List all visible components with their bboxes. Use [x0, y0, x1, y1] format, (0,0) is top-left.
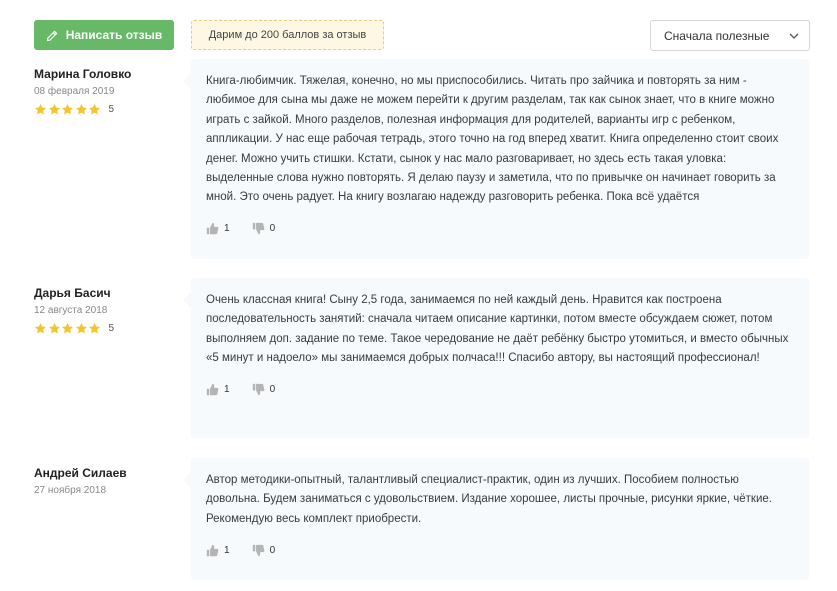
star-icon: [34, 103, 47, 116]
star-icon: [61, 322, 74, 335]
star-icon: [34, 322, 47, 335]
dislike-count: 0: [269, 223, 276, 235]
review-author-name: Андрей Силаев: [34, 466, 127, 480]
star-icon: [75, 103, 88, 116]
like-count: 1: [224, 544, 230, 556]
thumbs-down-icon: [252, 222, 265, 235]
review-date: 08 февраля 2019: [34, 86, 115, 97]
like-count: 1: [224, 384, 230, 396]
review-author-name: Дарья Басич: [34, 286, 111, 300]
review-date: 27 ноября 2018: [34, 485, 107, 496]
write-review-button[interactable]: [34, 20, 174, 50]
thumbs-up-icon: [206, 544, 219, 557]
review-text: Книга-любимчик. Тяжелая, конечно, но мы приспособились. Читать про зайчика и повторять за ним - любимое для сына мы даже не можем перейти к другим разделам, так как сынок знает, что в книге можно играть с зайкой. Много разделов, полезная информация для родителей, варианты игр с ребенком, аппликации. У нас еще рабочая тетрадь, этого точно на год вперед хватит. Книга определенно стоит своих денег. Можно учить стишки. Кстати, сынок у нас мало разговаривает, но здесь есть такая уловка: выделенные слова нужно повторять. Я делаю паузу и заметила, что по привычке он начинает говорить за мной. Это очень радует. На книгу возлагаю надежду разговорить ребенка. Пока всё удаётся: [206, 75, 779, 204]
pencil-icon: [46, 29, 59, 42]
review-text: Автор методики-опытный, талантливый специалист-практик, один из лучших. Пособием полностью довольна. Будем заниматься с удовольствием. Издание хорошее, листы прочные, рисунки яркие, чёткие. Рекомендую весь комплект приобрести.: [206, 474, 772, 525]
star-icon: [48, 103, 61, 116]
star-icon: [88, 322, 101, 335]
review-bubble: [191, 458, 809, 580]
dislike-count: 0: [269, 544, 276, 556]
review-date: 12 августа 2018: [34, 305, 108, 316]
rating-value: 5: [108, 323, 115, 334]
reviews-toolbar: [0, 0, 837, 60]
review-author-block: [34, 67, 131, 116]
star-icon: [61, 103, 74, 116]
review-bubble: [191, 59, 809, 259]
dislike-button[interactable]: [252, 383, 276, 396]
sort-selected-value: Сначала полезные: [664, 28, 770, 43]
review-rating: [34, 103, 131, 116]
review-author-block: [34, 466, 127, 496]
review-votes: [206, 221, 793, 237]
thumbs-down-icon: [252, 544, 265, 557]
review-author-name: Марина Головко: [34, 67, 132, 81]
rating-value: 5: [108, 104, 115, 115]
review-rating: [34, 322, 114, 335]
promo-text: Дарим до 200 баллов за отзыв: [208, 29, 367, 41]
chevron-down-icon: [789, 31, 799, 41]
sort-select[interactable]: [650, 20, 810, 51]
thumbs-up-icon: [206, 222, 219, 235]
star-icon: [48, 322, 61, 335]
dislike-button[interactable]: [252, 222, 276, 235]
review-votes: [206, 382, 793, 398]
dislike-button[interactable]: [252, 544, 276, 557]
thumbs-down-icon: [252, 383, 265, 396]
promo-badge: [191, 20, 384, 50]
review-bubble: [191, 278, 809, 438]
review-text: Очень классная книга! Сыну 2,5 года, занимаемся по ней каждый день. Нравится как построена последовательность занятий: сначала читаем описание картинки, потом вместе обсуждаем сюжет, потом выполняем доп. задание по теме. Такое чередование не даёт ребёнку быстро утомиться, и вместо обычных «5 минут и надоело» мы занимаемся добрых полчаса!!! Спасибо автору, вы настоящий профессионал!: [206, 294, 789, 365]
thumbs-up-icon: [206, 383, 219, 396]
like-button[interactable]: [206, 383, 230, 396]
like-button[interactable]: [206, 544, 230, 557]
review-votes: [206, 542, 793, 558]
star-icon: [75, 322, 88, 335]
dislike-count: 0: [269, 384, 276, 396]
like-count: 1: [224, 223, 230, 235]
like-button[interactable]: [206, 222, 230, 235]
write-review-label: Написать отзыв: [65, 28, 163, 42]
review-author-block: [34, 286, 114, 335]
star-icon: [88, 103, 101, 116]
